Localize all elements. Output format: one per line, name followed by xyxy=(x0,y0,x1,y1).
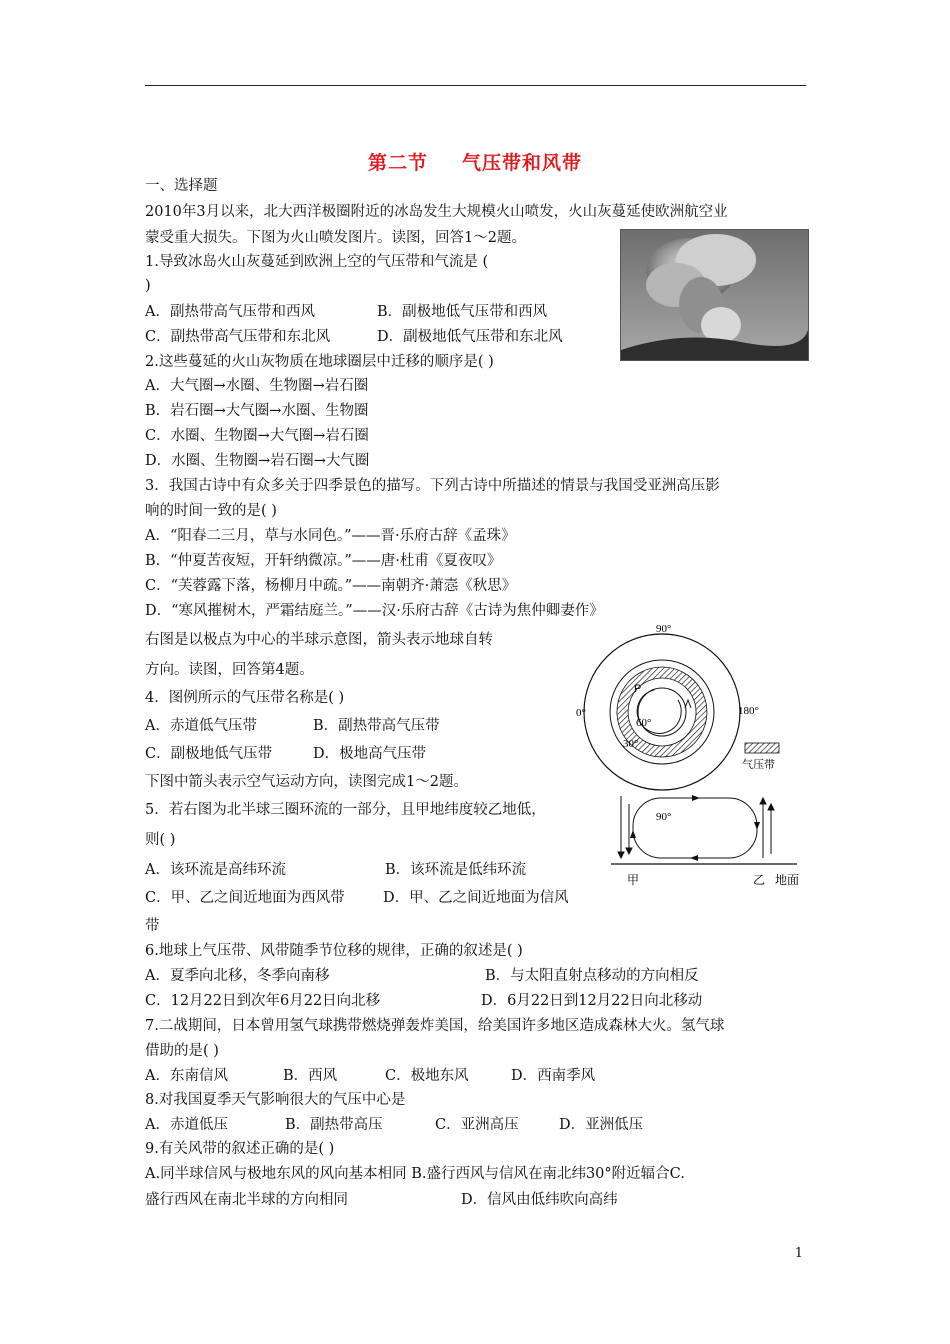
q6-stem: 6.地球上气压带、风带随季节位移的规律，正确的叙述是( ) xyxy=(145,943,523,959)
legend-swatch xyxy=(745,743,779,753)
q8-option-a[interactable]: A．赤道低压 xyxy=(145,1117,228,1133)
q4-intro-line-1: 右图是以极点为中心的半球示意图，箭头表示地球自转 xyxy=(145,632,493,648)
q4-option-a[interactable]: A．赤道低气压带 xyxy=(145,718,257,734)
label-30: 30° xyxy=(623,738,639,750)
q9-stem: 9.有关风带的叙述正确的是( ) xyxy=(145,1141,335,1157)
label-right: 180° xyxy=(738,705,759,717)
q6-option-c[interactable]: C．12月22日到次年6月22日向北移 xyxy=(145,993,381,1009)
volcano-eruption-photo xyxy=(620,229,809,361)
q3-stem-line-1: 3．我国古诗中有众多关于四季景色的描写。下列古诗中所描述的情景与我国受亚洲高压影 xyxy=(145,478,720,494)
label-bottom: 90° xyxy=(656,811,672,820)
equator-circle xyxy=(584,634,740,790)
q4-intro-line-2: 方向。读图，回答第4题。 xyxy=(145,662,314,678)
q7-stem-line-1: 7.二战期间，日本曾用氢气球携带燃烧弹轰炸美国，给美国许多地区造成森林大火。氢气球 xyxy=(145,1018,725,1034)
q9-options-line-1[interactable]: A.同半球信风与极地东风的风向基本相同 B.盛行西风与信风在南北纬30°附近辐合C. xyxy=(145,1166,685,1182)
q1-option-d[interactable]: D．副极地低气压带和东北风 xyxy=(377,329,563,345)
q2-option-d[interactable]: D．水圈、生物圈→岩石圈→大气圈 xyxy=(145,453,370,469)
q4-stem: 4．图例所示的气压带名称是( ) xyxy=(145,690,345,706)
q4-option-d[interactable]: D．极地高气压带 xyxy=(313,746,427,762)
q5-intro: 下图中箭头表示空气运动方向，读图完成1～2题。 xyxy=(145,774,468,790)
q7-option-a[interactable]: A．东南信风 xyxy=(145,1068,228,1084)
q6-option-b[interactable]: B．与太阳直射点移动的方向相反 xyxy=(485,968,699,984)
q2-option-a[interactable]: A．大气圈→水圈、生物圈→岩石圈 xyxy=(145,378,369,394)
arrow-head xyxy=(685,700,691,708)
q5-option-d-cont: 带 xyxy=(145,918,160,934)
label-p: P xyxy=(634,683,642,695)
label-60: 60° xyxy=(636,717,652,729)
q5-stem-line-1: 5．若右图为北半球三圈环流的一部分，且甲地纬度较乙地低， xyxy=(145,802,546,818)
q1-stem-line-1: 1.导致冰岛火山灰蔓延到欧洲上空的气压带和气流是 ( xyxy=(145,254,489,270)
page-title xyxy=(0,148,950,175)
q7-stem-line-2: 借助的是( ) xyxy=(145,1043,219,1059)
q8-option-c[interactable]: C．亚洲高压 xyxy=(435,1117,519,1133)
q3-option-b[interactable]: B．“仲夏苦夜短，开轩纳微凉。”——唐·杜甫《夏夜叹》 xyxy=(145,553,502,569)
q3-option-c[interactable]: C．“芙蓉露下落，杨柳月中疏。”——南朝齐·萧悫《秋思》 xyxy=(145,578,517,594)
label-top: 90° xyxy=(656,623,672,635)
title-topic: 气压带和风带 xyxy=(462,152,583,174)
section-heading: 一、选择题 xyxy=(145,178,218,194)
q7-option-c[interactable]: C．极地东风 xyxy=(385,1068,469,1084)
circulation-loop xyxy=(633,798,757,858)
label-yi: 乙 xyxy=(753,873,766,887)
q8-option-b[interactable]: B．副热带高压 xyxy=(285,1117,383,1133)
q1-option-a[interactable]: A．副热带高气压带和西风 xyxy=(145,304,315,320)
q7-option-d[interactable]: D．西南季风 xyxy=(511,1068,596,1084)
title-section: 第二节 xyxy=(367,152,428,174)
circulation-diagram xyxy=(605,790,805,892)
q7-option-b[interactable]: B．西风 xyxy=(283,1068,338,1084)
q5-option-a[interactable]: A．该环流是高纬环流 xyxy=(145,862,286,878)
q5-stem-line-2: 则( ) xyxy=(145,832,176,848)
q1-option-c[interactable]: C．副热带高气压带和东北风 xyxy=(145,329,331,345)
q5-option-d[interactable]: D．甲、乙之间近地面为信风 xyxy=(383,890,569,906)
label-ground: 地面 xyxy=(775,873,800,887)
intro-line-2: 蒙受重大损失。下图为火山喷发图片。读图，回答1～2题。 xyxy=(145,230,526,246)
label-jia: 甲 xyxy=(627,873,640,887)
q2-option-b[interactable]: B．岩石圈→大气圈→水圈、生物圈 xyxy=(145,403,369,419)
q1-option-b[interactable]: B．副极地低气压带和西风 xyxy=(377,304,548,320)
legend-label: 气压带 xyxy=(742,759,775,771)
q2-option-c[interactable]: C．水圈、生物圈→大气圈→岩石圈 xyxy=(145,428,369,444)
page-number: 1 xyxy=(794,1246,803,1261)
q5-option-b[interactable]: B．该环流是低纬环流 xyxy=(385,862,527,878)
q8-stem: 8.对我国夏季天气影响很大的气压中心是 xyxy=(145,1092,406,1108)
header-rule xyxy=(145,85,806,86)
q1-stem-line-2: ) xyxy=(145,278,151,294)
q3-stem-line-2: 响的时间一致的是( ) xyxy=(145,503,277,519)
label-left: 0° xyxy=(576,707,586,719)
q9-option-d[interactable]: D．信风由低纬吹向高纬 xyxy=(461,1192,618,1208)
q5-option-c[interactable]: C．甲、乙之间近地面为西风带 xyxy=(145,890,345,906)
q6-option-d[interactable]: D．6月22日到12月22日向北移动 xyxy=(481,993,703,1009)
intro-line-1: 2010年3月以来，北大西洋极圈附近的冰岛发生大规模火山喷发，火山灰蔓延使欧洲航空业 xyxy=(145,204,728,220)
q4-option-b[interactable]: B．副热带高气压带 xyxy=(313,718,440,734)
q8-option-d[interactable]: D．亚洲低压 xyxy=(559,1117,644,1133)
q4-option-c[interactable]: C．副极地低气压带 xyxy=(145,746,273,762)
q6-option-a[interactable]: A．夏季向北移，冬季向南移 xyxy=(145,968,330,984)
q9-option-c-cont[interactable]: 盛行西风在南北半球的方向相同 xyxy=(145,1192,348,1208)
q2-stem: 2.这些蔓延的火山灰物质在地球圈层中迁移的顺序是( ) xyxy=(145,354,494,370)
q3-option-a[interactable]: A．“阳春二三月，草与水同色。”——晋·乐府古辞《孟珠》 xyxy=(145,528,516,544)
q3-option-d[interactable]: D．“寒风摧树木，严霜结庭兰。”——汉·乐府古辞《古诗为焦仲卿妻作》 xyxy=(145,603,604,619)
